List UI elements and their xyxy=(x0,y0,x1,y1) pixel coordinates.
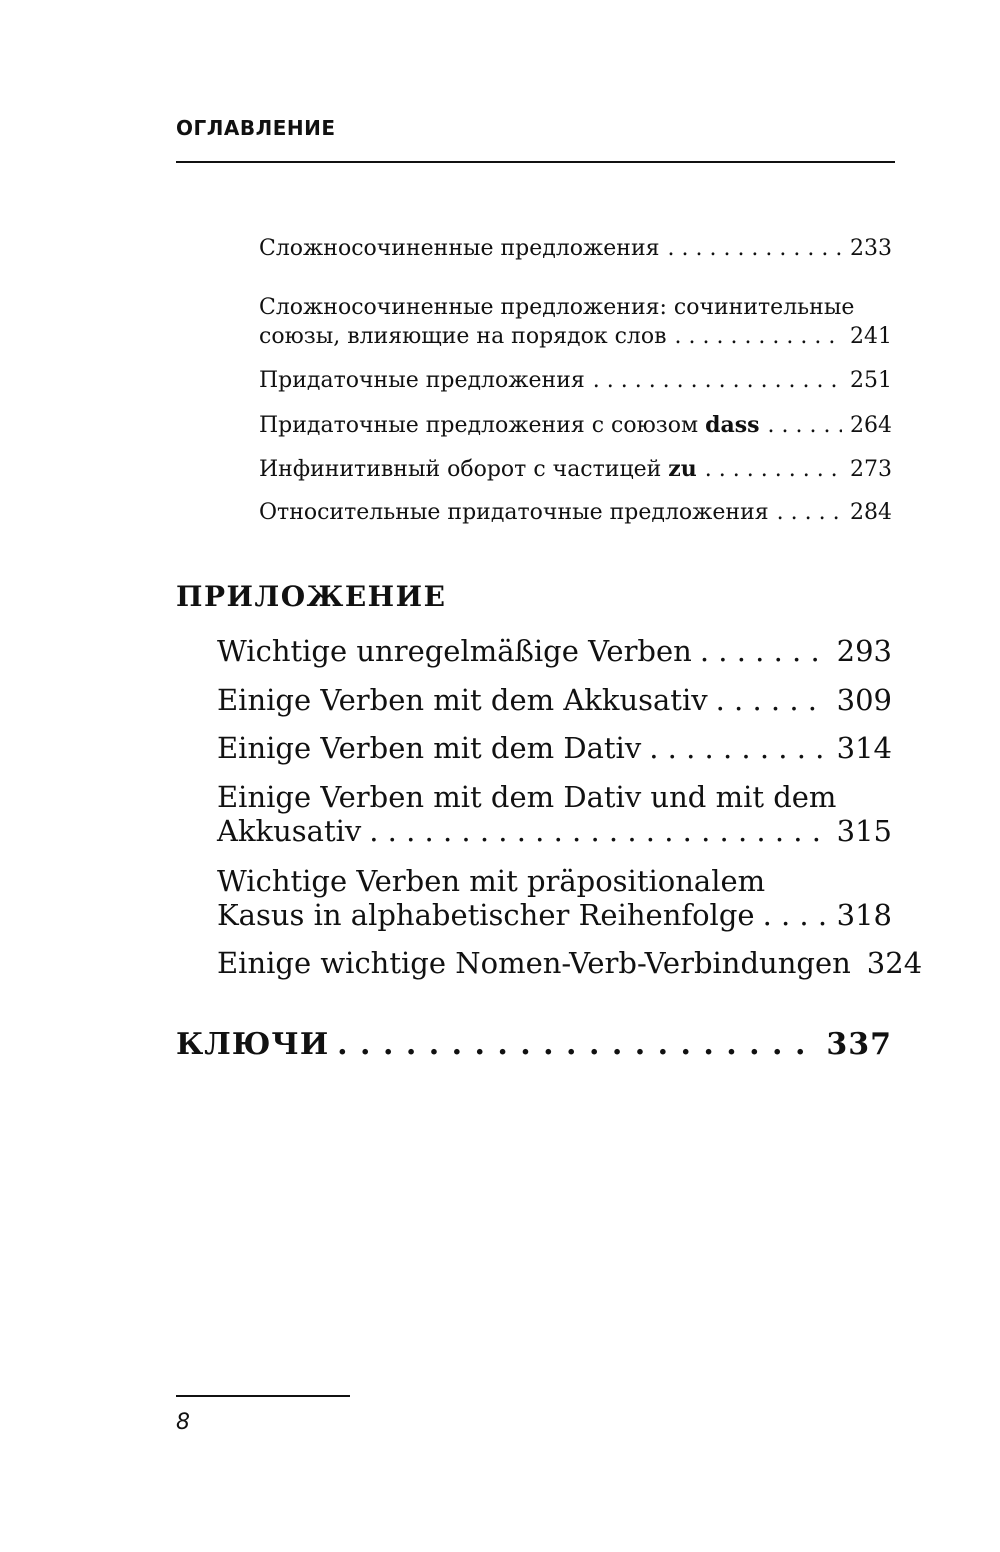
toc-entry-title-line1: Einige Verben mit dem Dativ und mit dem xyxy=(217,780,837,814)
toc-entry-page: 233 xyxy=(850,236,892,261)
toc-entry[interactable] xyxy=(217,898,892,932)
toc-entry-title: Einige Verben mit dem Dativ xyxy=(217,731,642,765)
toc-entry-page: 337 xyxy=(826,1027,892,1062)
toc-entry-title-bold: dass xyxy=(705,412,760,438)
toc-entry-title: Относительные придаточные предложения xyxy=(259,500,769,525)
dot-leader xyxy=(768,413,842,438)
toc-entry-title: Kasus in alphabetischer Reihenfolge xyxy=(217,898,755,932)
toc-entry-page: 264 xyxy=(850,413,892,438)
toc-entry-page: 324 xyxy=(866,946,923,980)
toc-entry[interactable] xyxy=(217,731,892,765)
toc-entry-page: 293 xyxy=(836,634,892,668)
dot-leader xyxy=(716,683,829,717)
dot-leader xyxy=(593,368,842,393)
footer-rule xyxy=(176,1395,350,1397)
toc-entry[interactable] xyxy=(217,634,892,668)
toc-entry-title xyxy=(259,412,760,438)
page-number: 8 xyxy=(176,1410,190,1435)
toc-entry-title-text: Инфинитивный оборот с частицей xyxy=(259,457,669,482)
toc-entry-page: 309 xyxy=(836,683,892,717)
toc-entry-title xyxy=(259,456,697,482)
toc-entry-title-line1: Сложносочиненные предложения: сочинительные xyxy=(259,295,855,320)
header-rule xyxy=(176,161,895,163)
dot-leader xyxy=(649,731,828,765)
toc-entry-title: Einige Verben mit dem Akkusativ xyxy=(217,683,708,717)
toc-entry-title: союзы, влияющие на порядок слов xyxy=(259,324,667,349)
toc-entry-page: 241 xyxy=(850,324,892,349)
toc-entry-keys[interactable] xyxy=(176,1027,892,1062)
toc-entry-title: Сложносочиненные предложения xyxy=(259,236,660,261)
toc-entry-page: 314 xyxy=(836,731,892,765)
toc-entry[interactable] xyxy=(217,683,892,717)
toc-entry-page: 284 xyxy=(850,500,892,525)
running-header-title: ОГЛАВЛЕНИЕ xyxy=(176,116,336,140)
dot-leader xyxy=(705,457,842,482)
toc-entry[interactable] xyxy=(259,236,892,261)
toc-entry[interactable] xyxy=(259,368,892,393)
toc-entry[interactable] xyxy=(217,946,923,980)
toc-entry-title: Einige wichtige Nomen-Verb-Verbindungen xyxy=(217,946,851,980)
dot-leader xyxy=(369,814,828,848)
dot-leader xyxy=(337,1027,818,1062)
toc-entry-page: 273 xyxy=(850,457,892,482)
toc-entry[interactable] xyxy=(259,456,892,482)
dot-leader xyxy=(700,634,829,668)
toc-entry-page: 315 xyxy=(836,814,892,848)
dot-leader xyxy=(668,236,842,261)
toc-entry-title-line1: Wichtige Verben mit präpositionalem xyxy=(217,864,766,898)
dot-leader xyxy=(675,324,842,349)
dot-leader xyxy=(777,500,842,525)
dot-leader xyxy=(763,898,829,932)
toc-entry-title: Akkusativ xyxy=(217,814,362,848)
toc-entry-title: Придаточные предложения xyxy=(259,368,585,393)
toc-entry[interactable] xyxy=(259,412,892,438)
toc-entry-page: 251 xyxy=(850,368,892,393)
toc-entry-page: 318 xyxy=(836,898,892,932)
toc-entry-title-text: Придаточные предложения с союзом xyxy=(259,413,706,438)
toc-entry-title: КЛЮЧИ xyxy=(176,1027,330,1062)
toc-entry-title: Wichtige unregelmäßige Verben xyxy=(217,634,692,668)
toc-entry[interactable] xyxy=(217,814,892,848)
section-heading-appendix[interactable]: ПРИЛОЖЕНИЕ xyxy=(176,580,447,613)
toc-entry[interactable] xyxy=(259,500,892,525)
toc-entry-title-bold: zu xyxy=(668,456,697,482)
toc-entry[interactable] xyxy=(259,324,892,349)
